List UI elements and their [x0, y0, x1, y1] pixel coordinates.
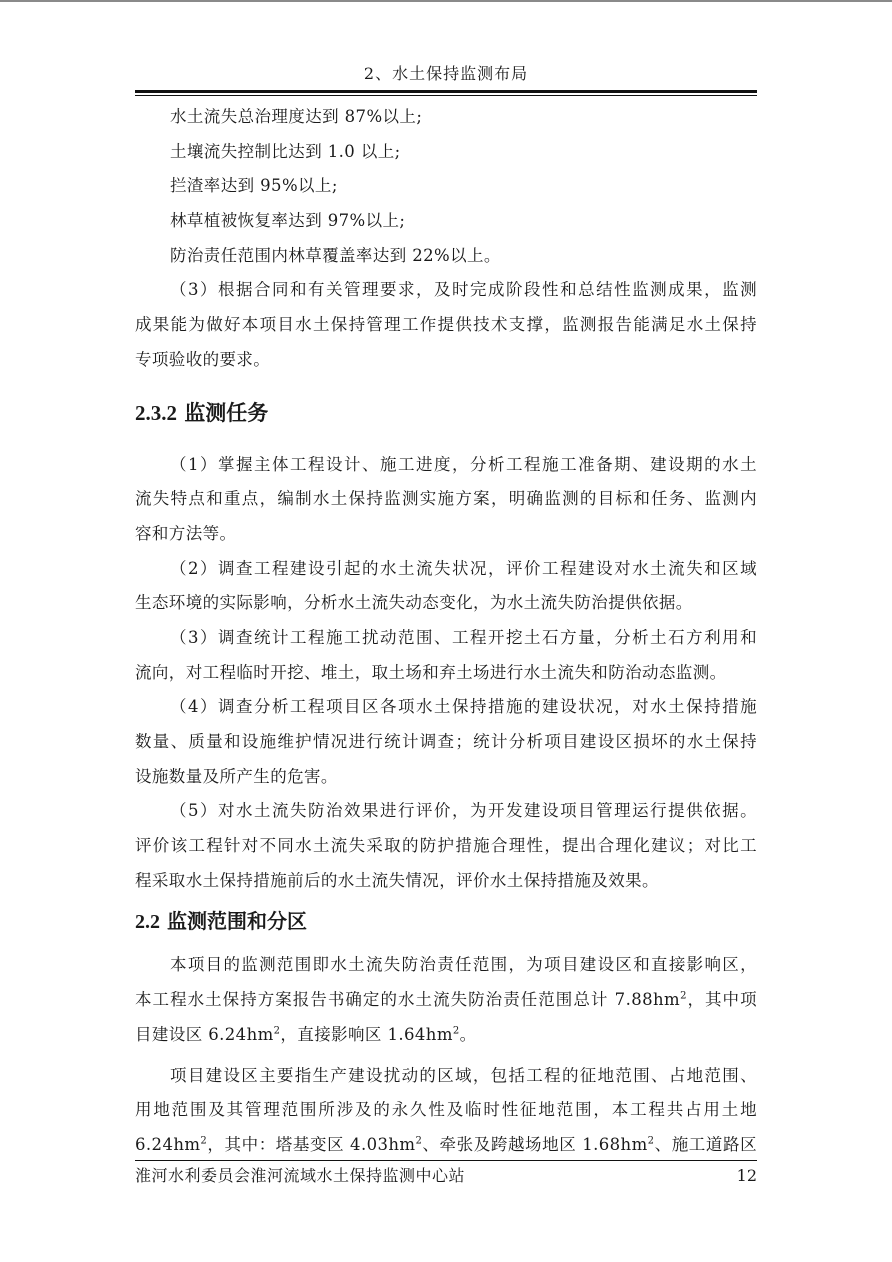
paragraph-line: 用地范围及其管理范围所涉及的永久性及临时性征地范围，本工程共占用土地 — [135, 1100, 757, 1120]
paragraph-line: 专项验收的要求。 — [135, 349, 271, 369]
section-title: 监测范围和分区 — [166, 909, 307, 934]
paragraph-line: 容和方法等。 — [135, 523, 237, 543]
paragraph-line: 本项目的监测范围即水土流失防治责任范围，为项目建设区和直接影响区， — [170, 955, 757, 975]
superscript: 2 — [200, 1135, 208, 1147]
page-number: 12 — [736, 1166, 757, 1185]
target-item: 拦渣率达到 95%以上; — [170, 176, 338, 196]
text-run: 、牵张及跨越场地区 1.68hm — [422, 1134, 648, 1154]
paragraph-line — [135, 1128, 757, 1163]
text-run: ，直接影响区 1.64hm — [280, 1024, 453, 1044]
paragraph-line: （1）掌握主体工程设计、施工进度，分析工程施工准备期、建设期的水土 — [170, 454, 757, 474]
superscript: 2 — [452, 1025, 460, 1037]
paragraph-line: （3）根据合同和有关管理要求，及时完成阶段性和总结性监测成果，监测 — [170, 280, 757, 300]
paragraph-line: 程采取水土保持措施前后的水土流失情况，评价水土保持措施及效果。 — [135, 870, 659, 890]
superscript: 2 — [273, 1025, 281, 1037]
paragraph-line — [135, 983, 757, 1018]
scan-border — [0, 0, 892, 2]
running-header: 2、水土保持监测布局 — [363, 64, 529, 83]
footer-organization: 淮河水利委员会淮河流域水土保持监测中心站 — [135, 1166, 466, 1185]
section-title: 监测任务 — [184, 400, 269, 425]
paragraph-line: 生态环境的实际影响，分析水土流失动态变化，为水土流失防治提供依据。 — [135, 593, 693, 613]
text-run: ，其中：塔基变区 4.03hm — [207, 1134, 416, 1154]
header-rule-thin — [135, 95, 757, 96]
paragraph-line: 数量、质量和设施维护情况进行统计调查；统计分析项目建设区损坏的水土保持 — [135, 732, 757, 751]
text-run: 目建设区 6.24hm — [135, 1024, 274, 1044]
paragraph-line: 项目建设区主要指生产建设扰动的区域，包括工程的征地范围、占地范围、 — [170, 1065, 757, 1085]
superscript: 2 — [647, 1135, 655, 1147]
paragraph-line: 流失特点和重点，编制水土保持监测实施方案，明确监测的目标和任务、监测内 — [135, 489, 757, 509]
text-run: 。 — [459, 1024, 477, 1044]
paragraph-line: （3）调查统计工程施工扰动范围、工程开挖土石方量，分析土石方利用和 — [170, 627, 757, 647]
target-item: 林草植被恢复率达到 97%以上; — [170, 211, 406, 231]
section-number: 2.3.2 — [135, 400, 177, 425]
paragraph-line: （5）对水土流失防治效果进行评价，为开发建设项目管理运行提供依据。 — [170, 801, 757, 821]
section-heading-2-2 — [135, 898, 757, 944]
paragraph-line: （2）调查工程建设引起的水土流失状况，评价工程建设对水土流失和区域 — [170, 558, 757, 578]
target-item: 水土流失总治理度达到 87%以上; — [170, 107, 423, 126]
paragraph-line: 流向，对工程临时开挖、堆土，取土场和弃土场进行水土流失和防治动态监测。 — [135, 662, 727, 682]
target-item: 防治责任范围内林草覆盖率达到 22%以上。 — [170, 245, 501, 265]
superscript: 2 — [680, 990, 687, 1002]
paragraph-line: 成果能为做好本项目水土保持管理工作提供技术支撑，监测报告能满足水土保持 — [135, 315, 757, 335]
superscript: 2 — [415, 1135, 423, 1147]
text-run: 6.24hm — [135, 1134, 201, 1154]
footer-rule — [135, 1160, 757, 1161]
paragraph-line: 设施数量及所产生的危害。 — [135, 766, 338, 786]
text-run: 、施工道路区 — [654, 1134, 757, 1154]
text-run: 本工程水土保持方案报告书确定的水土流失防治责任范围总计 7.88hm — [135, 990, 681, 1010]
section-number: 2.2 — [135, 911, 160, 934]
body-text — [135, 100, 757, 1163]
header-rule-thick — [135, 90, 757, 93]
text-run: ，其中项 — [686, 990, 757, 1010]
paragraph-line: （4）调查分析工程项目区各项水土保持措施的建设状况，对水土保持措施 — [170, 697, 757, 717]
target-item: 土壤流失控制比达到 1.0 以上; — [170, 141, 401, 161]
paragraph-line — [135, 1018, 757, 1053]
section-heading-2-3-2 — [135, 388, 757, 438]
paragraph-line: 评价该工程针对不同水土流失采取的防护措施合理性，提出合理化建议；对比工 — [135, 836, 757, 856]
